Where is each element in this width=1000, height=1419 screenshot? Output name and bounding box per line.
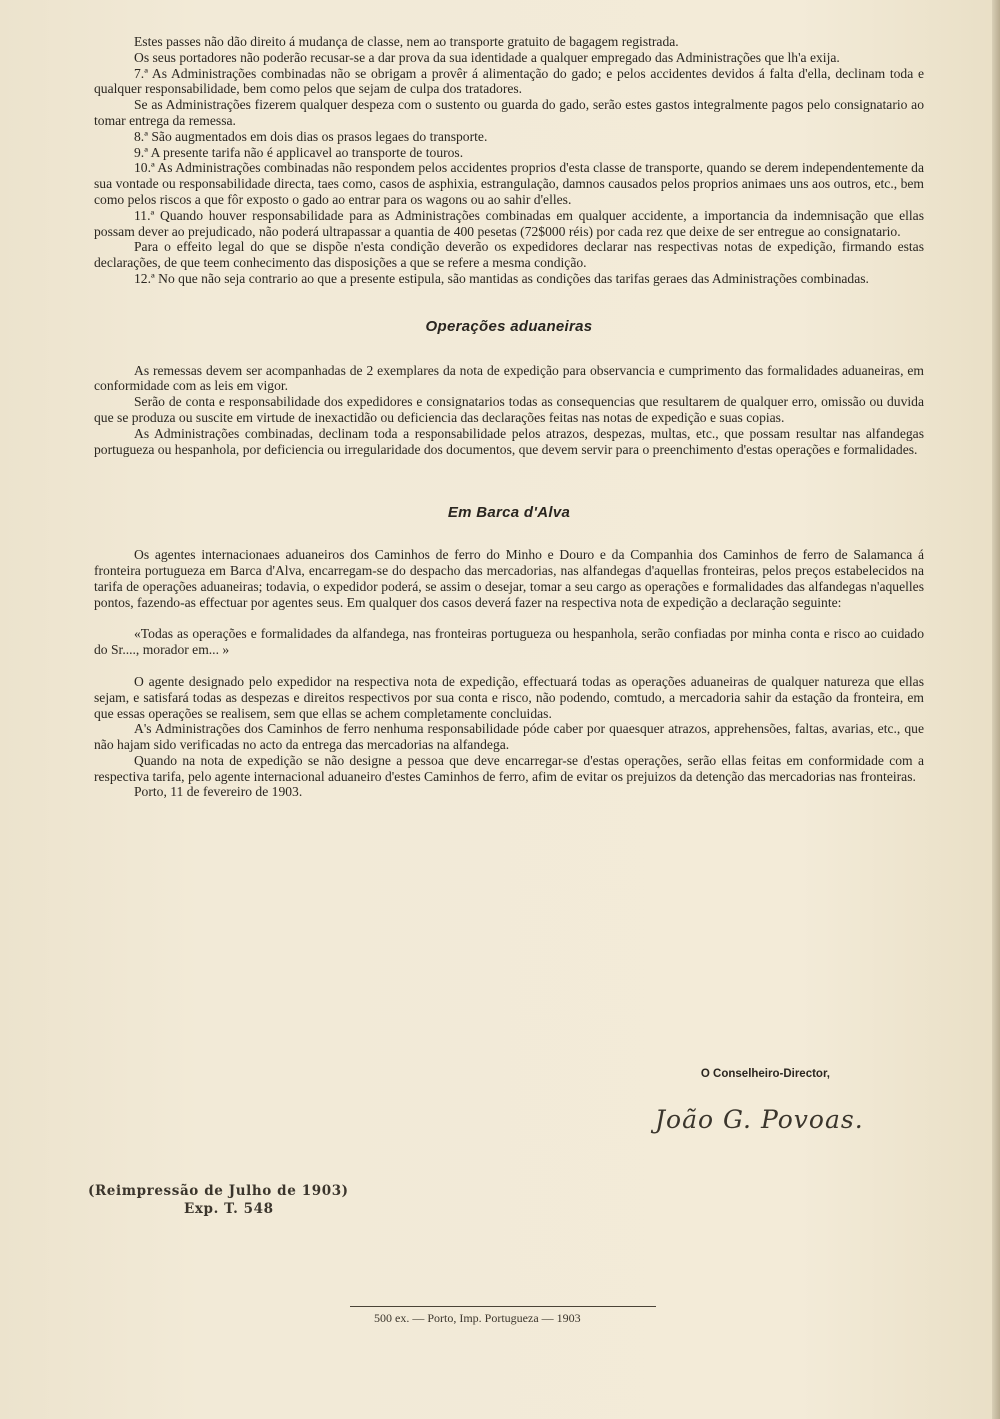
paragraph-portadores: Os seus portadores não poderão recusar-se a dar prova da sua identidade a qualquer empregado das Administrações que lh'a exija. xyxy=(134,49,840,65)
condition-7-cont: Se as Administrações fizerem qualquer despeza com o sustento ou guarda do gado, serão estes gastos integralmente pagos pelo consignatario ao tomar entrega da remessa. xyxy=(94,97,924,128)
paragraph-passes: Estes passes não dão direito á mudança de classe, nem ao transporte gratuito de bagagem registrada. xyxy=(134,34,679,49)
barca-paragraph-4: Quando na nota de expedição se não designe a pessoa que deve encarregar-se d'estas operações, serão ellas feitas em conformidade com a respectiva tarifa, pelo agente internacional aduaneiro d'estes Caminhos de ferro, afim de evitar os prejuizos da detenção das mercadorias nas fronteiras. xyxy=(94,752,924,784)
reprint-date: (Reimpressão de Julho de 1903) xyxy=(88,1183,349,1199)
condition-11: 11.ª Quando houver responsabilidade para as Administrações combinadas em qualquer accidente, a importancia da indemnisação que ellas possam dever ao prejudicado, não poderá ultrapassar a quantia de 400 pesetas (72$000 réis) por cada rez que deixe de ser entregue ao consignatario. xyxy=(94,207,924,239)
operacoes-paragraph-2: Serão de conta e responsabilidade dos expedidores e consignatarios todas as consequencias que resultarem de qualquer erro, omissão ou duvida que se produza ou suscite em virtude de inexactidão ou deficiencia das declarações feitas nas notas de expedição e suas copias. xyxy=(94,394,924,425)
page-edge xyxy=(992,0,1000,1419)
footer-rule xyxy=(350,1306,656,1307)
barca-declaration-quote: «Todas as operações e formalidades da alfandega, nas fronteiras portugueza ou hespanhola, serão confiadas por minha conta e risco ao cuidado do Sr...., morador em... » xyxy=(94,626,924,658)
condition-9: 9.ª A presente tarifa não é applicavel ao transporte de touros. xyxy=(134,144,464,160)
condition-12: 12.ª No que não seja contrario ao que a presente estipula, são mantidas as condições das tarifas geraes das Administrações combinadas. xyxy=(134,270,869,286)
signature: João G. Povoas. xyxy=(655,1105,864,1134)
closing-date: Porto, 11 de fevereiro de 1903. xyxy=(134,784,303,800)
printer-imprint: 500 ex. — Porto, Imp. Portugueza — 1903 xyxy=(374,1311,581,1325)
barca-paragraph-3: A's Administrações dos Caminhos de ferro nenhuma responsabilidade póde caber por quaesquer atrazos, apprehensões, faltas, avarias, etc., que não hajam sido verificadas no acto da entrega das mercadorias na alfandega. xyxy=(94,721,924,753)
condition-11-cont: Para o effeito legal do que se dispõe n'esta condição deverão os expedidores declarar nas respectivas notas de expedição, firmando estas declarações, de que teem conhecimento das disposições a que se refere a mesma condição. xyxy=(94,239,924,271)
section-title-operacoes: Operações aduaneiras xyxy=(425,317,593,335)
director-title: O Conselheiro-Director, xyxy=(700,1068,830,1080)
operacoes-paragraph-1: As remessas devem ser acompanhadas de 2 exemplares da nota de expedição para observancia e cumprimento das formalidades aduaneiras, em conformidade com as leis em vigor. xyxy=(94,362,924,394)
condition-10: 10.ª As Administrações combinadas não respondem pelos accidentes proprios d'esta classe de transporte, quando se derem independentemente da sua vontade ou responsabilidade directa, taes como, casos de asphixia, estrangulação, damnos causados pelos proprios animaes uns aos outros, etc., bem como pelos riscos a que fôr exposto o gado ao entrar para os wagons ou ao sahir d'elles. xyxy=(94,160,924,207)
barca-paragraph-2: O agente designado pelo expedidor na respectiva nota de expedição, effectuará todas as operações aduaneiras de qualquer natureza que ellas sejam, e satisfará todas as despezas e direitos respectivos por sua conta e risco, não podendo, comtudo, a mercadoria sahir da estação da fronteira, em que essas operações se realisem, sem que ellas se achem completamente concluidas. xyxy=(94,673,924,721)
condition-8: 8.ª São augmentados em dois dias os prasos legaes do transporte. xyxy=(134,128,488,144)
document-body xyxy=(94,34,924,800)
operacoes-paragraph-3: As Administrações combinadas, declinam toda a responsabilidade pelos atrazos, despezas, multas, etc., que possam resultar nas alfandegas portugueza ou hespanhola, por deficiencia ou irregularidade dos documentos, que devem servir para o preenchimento d'estas operações e formalidades. xyxy=(94,425,924,457)
expedition-number: Exp. T. 548 xyxy=(184,1201,274,1217)
barca-paragraph-1: Os agentes internacionaes aduaneiros dos Caminhos de ferro do Minho e Douro e da Companhia dos Caminhos de ferro de Salamanca á fronteira portugueza em Barca d'Alva, encarregam-se do despacho das mercadorias, nas alfandegas d'aquellas fronteiras, pelos preços estabelecidos na tarifa de operações aduaneiras; todavia, o expedidor poderá, se assim o desejar, tomar a seu cargo as operações e formalidades das alfandegas n'aquelles pontos, fazendo-as effectuar por agentes seus. Em qualquer dos casos deverá fazer na respectiva nota de expedição a declaração seguinte: xyxy=(94,547,924,610)
section-title-barca: Em Barca d'Alva xyxy=(447,504,571,522)
condition-7: 7.ª As Administrações combinadas não se obrigam a provêr á alimentação do gado; e pelos accidentes devidos á falta d'ella, declinam toda e qualquer responsabilidade, bem como pelos que sejam de culpa dos tratadores. xyxy=(94,65,924,97)
reprint-note xyxy=(88,1182,349,1218)
